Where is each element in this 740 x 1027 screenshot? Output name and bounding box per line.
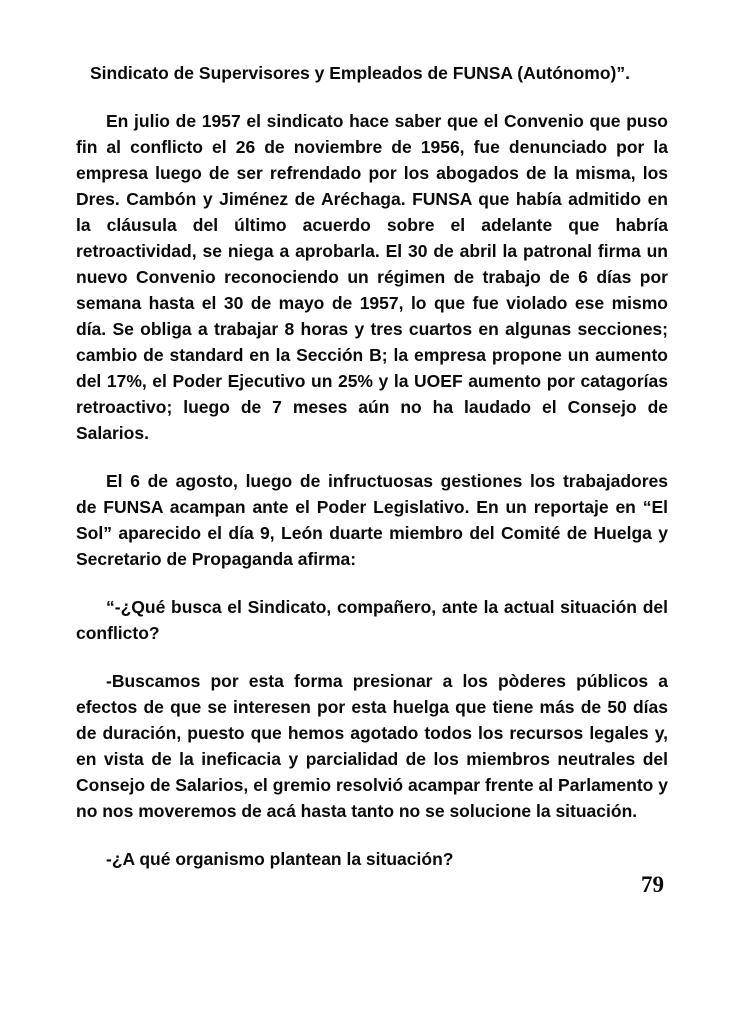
paragraph-1: En julio de 1957 el sindicato hace saber que el Convenio que puso fin al conflicto el 26 de noviembre de 1956, fue denunciado por la empresa luego de ser refrendado por los abogados de la misma, los Dres. Cambón y Jiménez de Aréchaga. FUNSA que había admitido en la cláusula del último acuerdo sobre el adelante que habría retroactividad, se niega a aprobarla. El 30 de abril la patronal firma un nuevo Convenio reconociendo un régimen de trabajo de 6 días por semana hasta el 30 de mayo de 1957, lo que fue violado ese mismo día. Se obliga a trabajar 8 horas y tres cuartos en algunas secciones; cambio de standard en la Sección B; la empresa propone un aumento del 17%, el Poder Ejecutivo un 25% y la UOEF aumento por catagorías retroactivo; luego de 7 meses aún no ha laudado el Consejo de Salarios.	[76, 111, 668, 443]
paragraph-5: -¿A qué organismo plantean la situación?	[106, 849, 454, 869]
paragraph-2: El 6 de agosto, luego de infructuosas gestiones los trabajadores de FUNSA acampan ante el Poder Legislativo. En un reportaje en “El Sol” aparecido el día 9, León duarte miembro del Comité de Huelga y Secretario de Propaganda afirma:	[76, 471, 668, 569]
paragraph-3: “-¿Qué busca el Sindicato, compañero, ante la actual situación del conflicto?	[76, 597, 668, 643]
page-heading: Sindicato de Supervisores y Empleados de FUNSA (Autónomo)”.	[90, 63, 630, 83]
paragraph-4: -Buscamos por esta forma presionar a los pòderes públicos a efectos de que se interesen por esta huelga que tiene más de 50 días de duración, puesto que hemos agotado todos los recursos legales y, en vista de la ineficacia y parcialidad de los miembros neutrales del Consejo de Salarios, el gremio resolvió acampar frente al Parlamento y no nos moveremos de acá hasta tanto no se solucione la situación.	[76, 671, 668, 821]
page-number: 79	[641, 872, 664, 897]
